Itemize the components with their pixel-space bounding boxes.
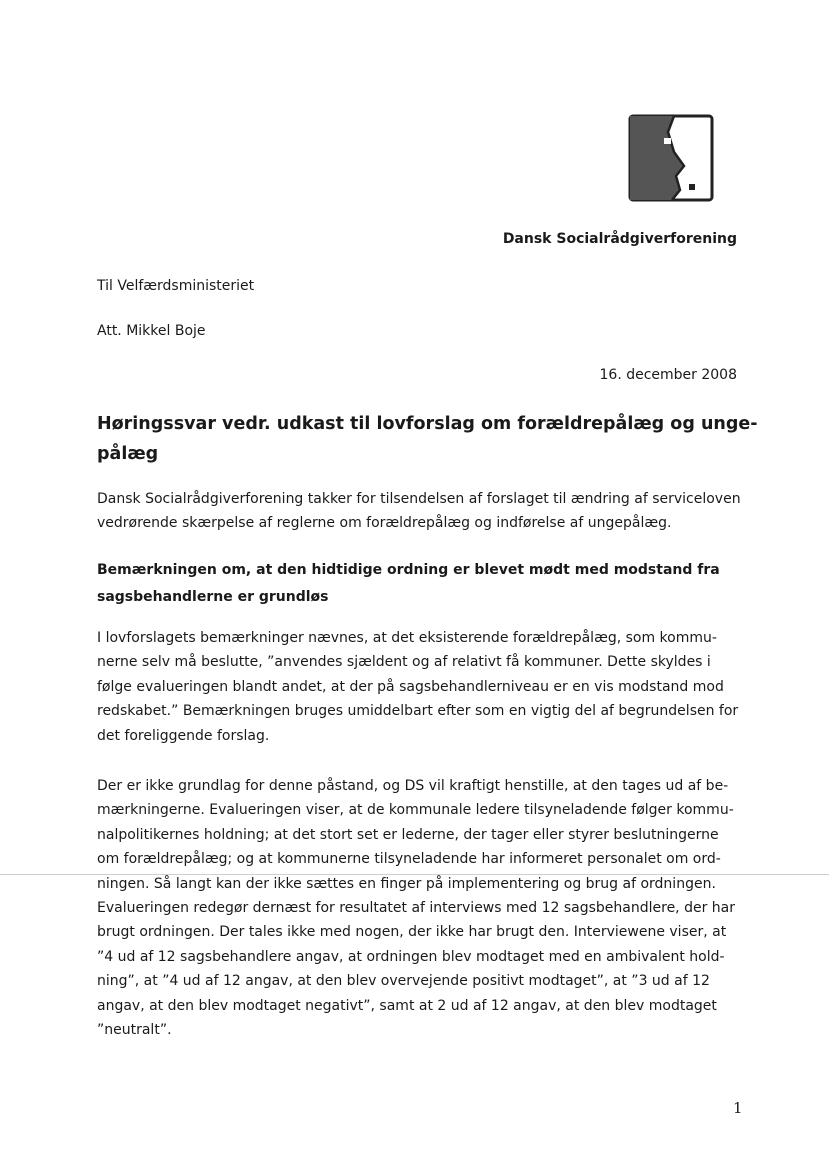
scan-artifact-line: [0, 874, 829, 875]
page-number: 1: [733, 1099, 743, 1117]
text-line: nerne selv må beslutte, ”anvendes sjældent og af relativt få kommuner. Dette skyldes i: [97, 654, 711, 671]
intro-paragraph: [97, 487, 747, 536]
heading-line: Bemærkningen om, at den hidtidige ordning er blevet mødt med modstand fra: [97, 562, 720, 578]
title-line: pålæg: [97, 444, 159, 464]
text-line: følge evalueringen blandt andet, at der på sagsbehandlerniveau er en vis modstand mod: [97, 678, 724, 695]
text-line: Der er ikke grundlag for denne påstand, og DS vil kraftigt henstille, at den tages ud af be-: [97, 778, 729, 794]
text-line: ”4 ud af 12 sagsbehandlere angav, at ordningen blev modtaget med en ambivalent hold-: [97, 948, 725, 965]
recipient: Til Velfærdsministeriet: [97, 278, 255, 294]
organization-logo-icon: [628, 114, 714, 202]
body-paragraph-1: [97, 626, 747, 748]
text-line: angav, at den blev modtaget negativt”, samt at 2 ud af 12 angav, at den blev modtaget: [97, 997, 717, 1014]
text-line: Evalueringen redegør dernæst for resultatet af interviews med 12 sagsbehandlere, der har: [97, 900, 735, 917]
heading-line: sagsbehandlerne er grundløs: [97, 589, 329, 605]
text-line: det foreliggende forslag.: [97, 727, 270, 744]
title-line: Høringssvar vedr. udkast til lovforslag om forældrepålæg og unge-: [97, 414, 758, 434]
attention-line: Att. Mikkel Boje: [97, 323, 206, 339]
body-paragraph-2: [97, 774, 747, 1042]
text-line: mærkningerne. Evalueringen viser, at de kommunale ledere tilsyneladende følger kommu-: [97, 802, 734, 819]
text-line: om forældrepålæg; og at kommunerne tilsyneladende har informeret personalet om ord-: [97, 851, 721, 868]
text-line: nalpolitikernes holdning; at det stort set er lederne, der tager eller styrer beslutningerne: [97, 826, 719, 843]
text-line: Dansk Socialrådgiverforening takker for tilsendelsen af forslaget til ændring af serviceloven: [97, 491, 741, 507]
text-line: vedrørende skærpelse af reglerne om forældrepålæg og indførelse af ungepålæg.: [97, 515, 672, 532]
text-line: ”neutralt”.: [97, 1022, 172, 1039]
organization-name: Dansk Socialrådgiverforening: [502, 231, 737, 247]
text-line: redskabet.” Bemærkningen bruges umiddelbart efter som en vigtig del af begrundelsen for: [97, 703, 739, 720]
text-line: ning”, at ”4 ud af 12 angav, at den blev overvejende positivt modtaget”, at ”3 ud af 12: [97, 973, 710, 990]
section-heading: [97, 557, 747, 611]
text-line: brugt ordningen. Der tales ikke med nogen, der ikke har brugt den. Interviewene viser, at: [97, 924, 727, 941]
text-line: ningen. Så langt kan der ikke sættes en finger på implementering og brug af ordningen.: [97, 875, 716, 892]
letter-date: 16. december 2008: [599, 367, 737, 383]
text-line: I lovforslagets bemærkninger nævnes, at det eksisterende forældrepålæg, som kommu-: [97, 630, 717, 646]
document-title: [97, 409, 758, 469]
